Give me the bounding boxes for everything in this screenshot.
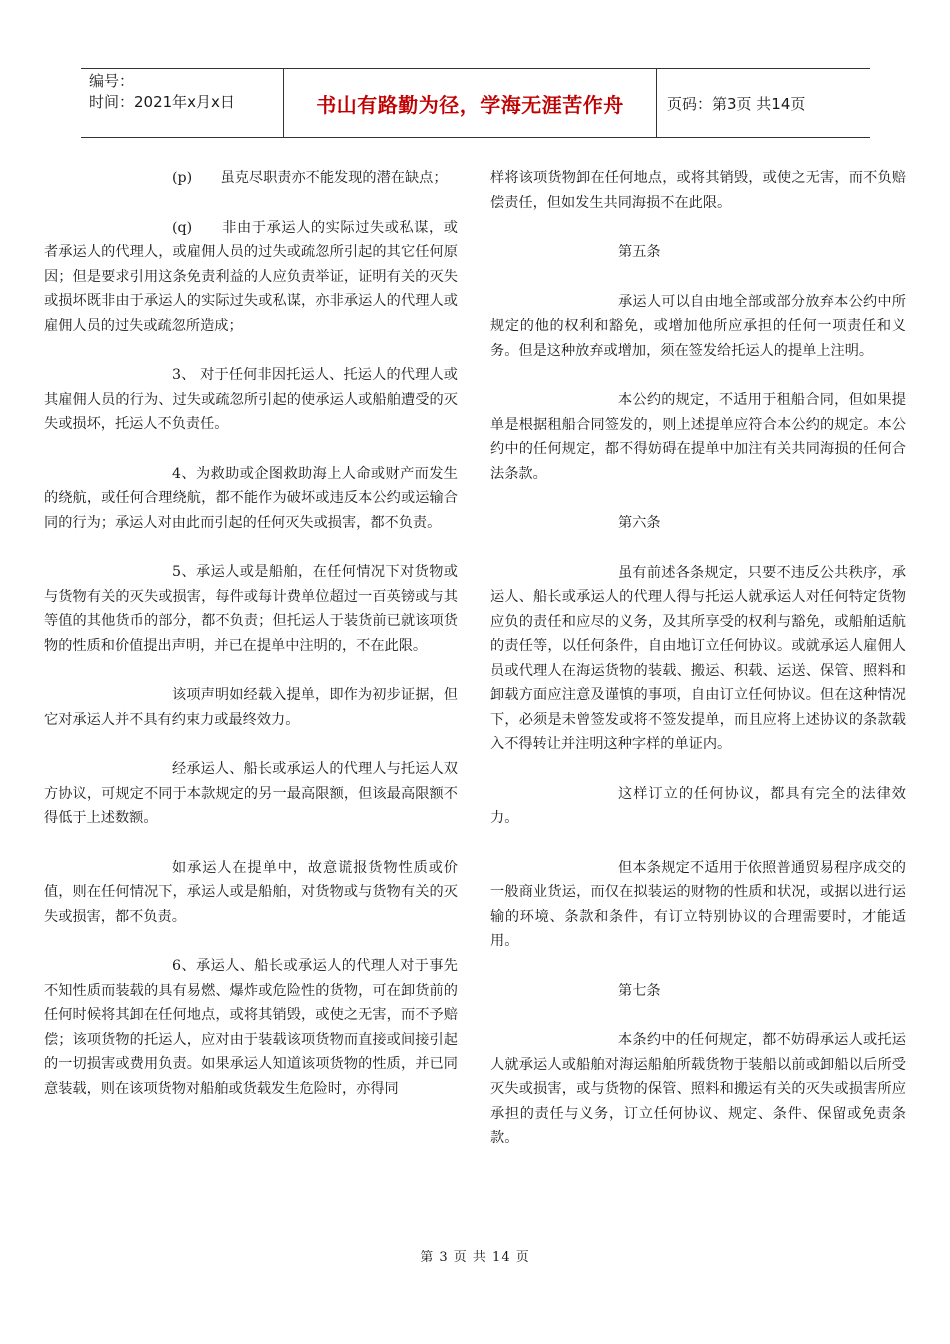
- article-6-title: 第六条: [618, 515, 661, 531]
- paragraph: 如承运人在提单中，故意谎报货物性质或价值，则在任何情况下，承运人或是船舶，对货物或与货物有关的灭失或损害，都不负责。: [44, 859, 458, 925]
- paragraph: 本公约的规定，不适用于租船合同，但如果提单是根据租船合同签发的，则上述提单应符合本公约的规定。本公约中的任何规定，都不得妨碍在提单中加注有关共同海损的任何合法条款。: [490, 392, 906, 482]
- paragraph: 该项声明如经载入提单，即作为初步证据，但它对承运人并不具有约束力或最终效力。: [44, 687, 458, 728]
- paragraph: 这样订立的任何协议，都具有完全的法律效力。: [490, 785, 906, 826]
- paragraph: 4、为救助或企图救助海上人命或财产而发生的绕航，或任何合理绕航，都不能作为破坏或违反本公约或运输合同的行为；承运人对由此而引起的任何灭失或损害，都不负责。: [44, 465, 458, 531]
- paragraph: 承运人可以自由地全部或部分放弃本公约中所规定的他的权利和豁免，或增加他所应承担的任何一项责任和义务。但是这种放弃或增加，须在签发给托运人的提单上注明。: [490, 293, 906, 359]
- header-page-info: 页码：第3页 共14页: [667, 94, 806, 113]
- paragraph: 3、 对于任何非因托运人、托运人的代理人或其雇佣人员的行为、过失或疏忽所引起的使承运人或船舶遭受的灭失或损坏，托运人不负责任。: [44, 367, 458, 432]
- page-header: [81, 68, 870, 138]
- paragraph: 经承运人、船长或承运人的代理人与托运人双方协议，可规定不同于本款规定的另一最高限额，但该最高限额不得低于上述数额。: [44, 761, 458, 826]
- left-column: [44, 166, 458, 1126]
- paragraph-continuation: 样将该项货物卸在任何地点，或将其销毁，或使之无害，而不负赔偿责任，但如发生共同海损不在此限。: [490, 170, 906, 211]
- article-7-title: 第七条: [618, 982, 661, 999]
- paragraph: (q) 非由于承运人的实际过失或私谋，或者承运人的代理人，或雇佣人员的过失或疏忽所引起的其它任何原因；但是要求引用这条免责利益的人应负责举证，证明有关的灭失或损坏既非由于承运人的实际过失或私谋，亦非承运人的代理人或雇佣人员的过失或疏忽所造成；: [44, 219, 458, 334]
- page-footer: 第 3 页 共 14 页: [420, 1250, 530, 1265]
- paragraph: 5、承运人或是船舶，在任何情况下对货物或与货物有关的灭失或损害，每件或每计费单位超过一百英镑或与其等值的其他货币的部分，都不负责；但托运人于装货前已就该项货物的性质和价值提出声明，并已在提单中注明的，不在此限。: [44, 564, 458, 654]
- paragraph: 但本条规定不适用于依照普通贸易程序成交的一般商业货运，而仅在拟装运的财物的性质和状况，或据以进行运输的环境、条款和条件，有订立特别协议的合理需要时，才能适用。: [490, 859, 906, 949]
- paragraph: 本条约中的任何规定，都不妨碍承运人或托运人就承运人或船舶对海运船舶所载货物于装船以前或卸船以后所受灭失或损害，或与货物的保管、照料和搬运有关的灭失或损害所应承担的责任与义务，订立任何协议、规定、条件、保留或免责条款。: [490, 1032, 906, 1146]
- paragraph: (p) 虽克尽职责亦不能发现的潜在缺点；: [172, 170, 448, 186]
- header-meta: [81, 69, 283, 137]
- document-number-label: 编号：: [89, 72, 135, 90]
- article-5-title: 第五条: [618, 244, 661, 260]
- paragraph: 6、承运人、船长或承运人的代理人对于事先不知性质而装载的具有易燃、爆炸或危险性的货物，可在卸货前的任何时候将其卸在任何地点，或将其销毁，或使之无害，而不予赔偿；该项货物的托运人，应对由于装载该项货物而直接或间接引起的一切损害或费用负责。如果承运人知道该项货物的性质，并已同意装载，则在该项货物对船舶或货载发生危险时，亦得同: [44, 958, 458, 1097]
- right-column: [490, 166, 906, 1176]
- document-date: 时间：2021年x月x日: [89, 93, 235, 111]
- header-motto: 书山有路勤为径，学海无涯苦作舟: [283, 69, 657, 137]
- paragraph: 虽有前述各条规定，只要不违反公共秩序，承运人、船长或承运人的代理人得与托运人就承运人对任何特定货物应负的责任和应尽的义务，及其所享受的权利与豁免，或船舶适航的责任等，以任何条件，自由地订立任何协议。或就承运人雇佣人员或代理人在海运货物的装载、搬运、积载、运送、保管、照料和卸载方面应注意及谨慎的事项，自由订立任何协议。但在这种情况下，必须是未曾签发或将不签发提单，而且应将上述协议的条款载入不得转让并注明这种字样的单证内。: [490, 564, 906, 752]
